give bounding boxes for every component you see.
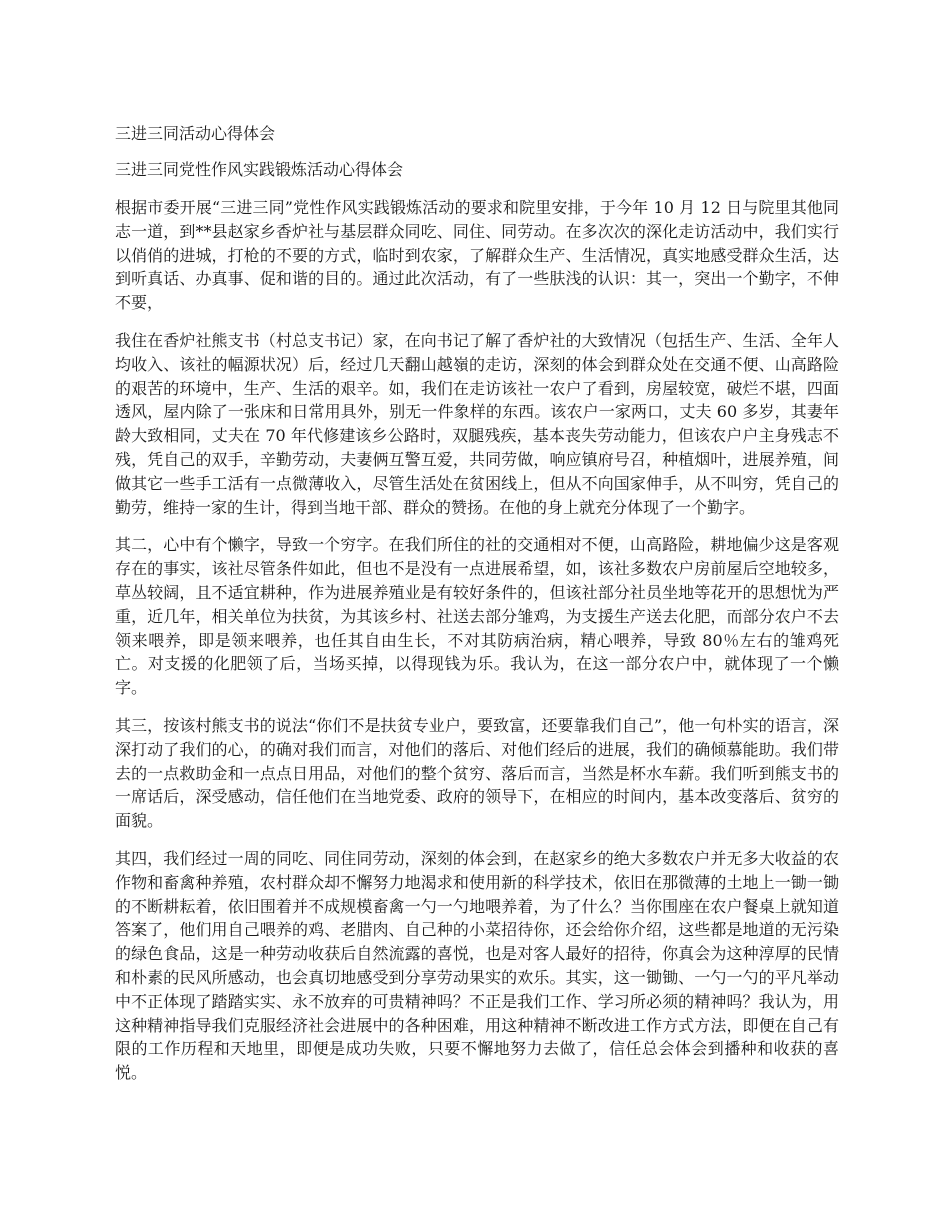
paragraph-labor-spirit: 其四，我们经过一周的同吃、同住同劳动，深刻的体会到，在赵家乡的绝大多数农户并无多大收益的农作物和畜禽种养殖，农村群众却不懈努力地渴求和使用新的科学技术，依旧在那微薄的土地上一锄一锄的不断耕耘着，依旧围着并不成规模畜禽一勺一勺地喂养着，为了什么？当你围座在农户餐桌上就知道答案了，他们用自己喂养的鸡、老腊肉、自己种的小菜招待你，还会给你介绍，这些都是地道的无污染的绿色食品，这是一种劳动收获后自然流露的喜悦，也是对客人最好的招待，你真会为这种淳厚的民情和朴素的民风所感动，也会真切地感受到分享劳动果实的欢乐。其实，这一锄锄、一勺一勺的平凡举动中不正体现了踏踏实实、永不放弃的可贵精神吗？不正是我们工作、学习所必须的精神吗？我认为，用这种精神指导我们克服经济社会进展中的各种困难，用这种精神不断改进工作方式方法，即便在自己有限的工作历程和天地里，即便是成功失败，只要不懈地努力去做了，信任总会体会到播种和收获的喜悦。 (115, 848, 839, 1083)
paragraph-self-reliance: 其三，按该村熊支书的说法“你们不是扶贫专业户，要致富，还要靠我们自己”，他一句朴实的语言，深深打动了我们的心，的确对我们而言，对他们的落后、对他们经后的进展，我们的确倾慕能助。我们带去的一点救助金和一点点日用品，对他们的整个贫穷、落后而言，当然是杯水车薪。我们听到熊支书的一席话后，深受感动，信任他们在当地党委、政府的领导下，在相应的时间内，基本改变落后、贫穷的面貌。 (115, 715, 839, 831)
document-page (115, 122, 839, 1099)
paragraph-diligence: 我住在香炉社熊支书（村总支书记）家，在向书记了解了香炉社的大致情况（包括生产、生活、全年人均收入、该社的幅源状况）后，经过几天翻山越嶺的走访，深刻的体会到群众处在交通不便、山高路险的艰苦的环境中，生产、生活的艰辛。如，我们在走访该社一农户了看到，房屋较宽，破烂不堪，四面透风，屋内除了一张床和日常用具外，别无一件象样的东西。该农户一家两口，丈夫 60 多岁，其妻年龄大致相同，丈夫在 70 年代修建该乡公路时，双腿残疾，基本丧失劳动能力，但该农户户主身残志不残，凭自己的双手，辛勤劳动，夫妻俩互警互爱，共同劳做，响应镇府号召，种植烟叶，进展养殖，间做其它一些手工活有一点微薄收入，尽管生活处在贫困线上，但从不向国家伸手，从不叫穷，凭自己的勤劳，维持一家的生计，得到当地干部、群众的赞扬。在他的身上就充分体现了一个勤字。 (115, 330, 839, 517)
document-title: 三进三同活动心得体会 (115, 124, 276, 143)
document-subtitle: 三进三同党性作风实践锻炼活动心得体会 (115, 160, 404, 179)
paragraph-laziness: 其二，心中有个懒字，导致一个穷字。在我们所住的社的交通相对不便，山高路险，耕地偏少这是客观存在的事实，该社尽管条件如此，但也不是没有一点进展希望，如，该社多数农户房前屋后空地较多，草丛较阔，且不适宜耕种，作为进展养殖业是有较好条件的，但该社部分社员坐地等花开的思想忧为严重，近几年，相关单位为扶贫，为其该乡村、社送去部分雏鸡，为支援生产送去化肥，而部分农户不去领来喂养，即是领来喂养，也任其自由生长，不对其防病治病，精心喂养，导致 80％左右的雏鸡死亡。对支援的化肥领了后，当场买掉，以得现钱为乐。我认为，在这一部分农户中，就体现了一个懒字。 (115, 535, 839, 698)
paragraph-intro: 根据市委开展“三进三同”党性作风实践锻炼活动的要求和院里安排，于今年 10 月 12 日与院里其他同志一道，到**县赵家乡香炉社与基层群众同吃、同住、同劳动。在多次次的深化走访活动中，我们实行以俏俏的进城，打枪的不要的方式，临时到农家，了解群众生产、生活情况，真实地感受群众生活，达到听真话、办真事、促和谐的目的。通过此次活动，有了一些肤浅的认识：其一，突出一个勤字，不伸不要， (115, 198, 839, 313)
